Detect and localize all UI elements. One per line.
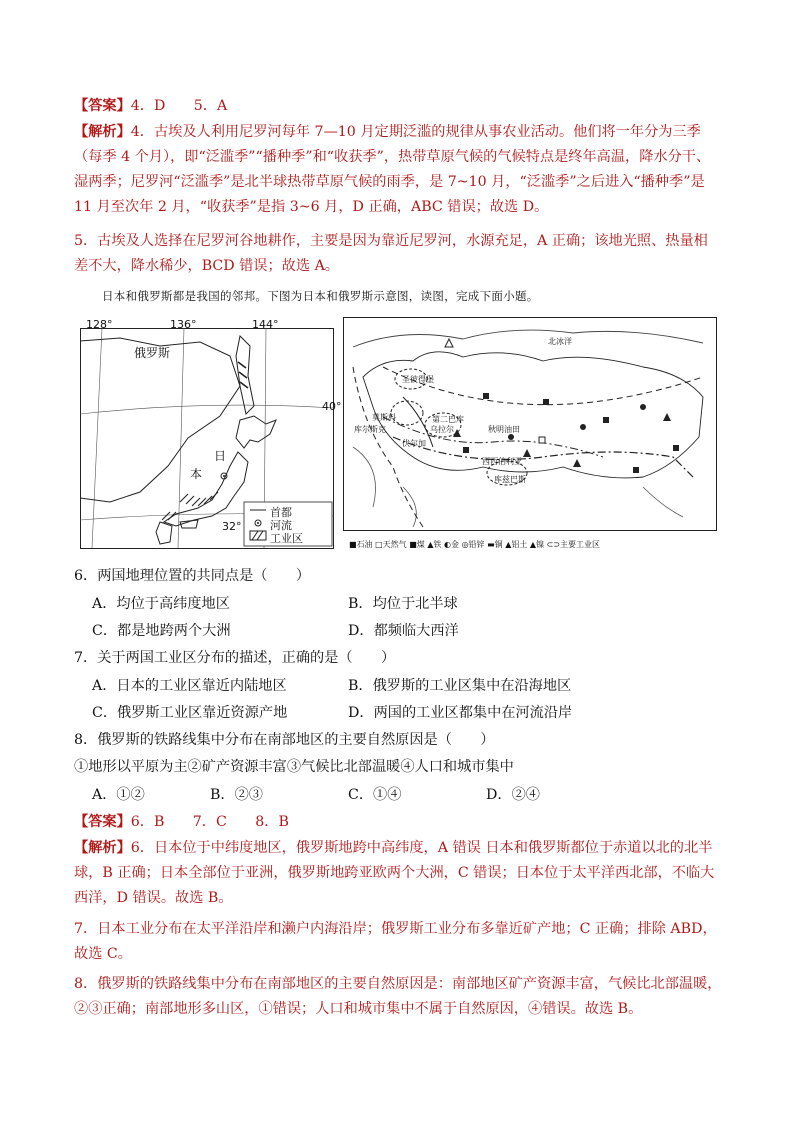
legend-lead-zinc: 铅锌 (468, 540, 485, 549)
q6-option-a: A．均位于高纬度地区 (92, 596, 230, 612)
analysis-6 (74, 836, 722, 911)
answer-text-2: 6．B 7．C 8．B (130, 814, 289, 830)
analysis-tag: 【解析】 (74, 124, 131, 140)
copper-icon: ▬ (487, 540, 495, 549)
legend-coal: 煤 (416, 540, 425, 549)
coal-icon: ■ (409, 540, 417, 549)
label-ri: 日 (214, 449, 227, 463)
legend-river: 河流 (270, 519, 292, 532)
industry-area-icon: ⊂⊃ (546, 540, 561, 549)
place-0: 圣彼得堡 (402, 375, 434, 384)
gold-icon: ◐ (444, 540, 452, 549)
russia-map (343, 317, 717, 531)
place-3: 秋明油田 (488, 425, 520, 434)
analysis-tag-2: 【解析】 (74, 840, 131, 856)
lon-144: 144° (252, 318, 279, 331)
lon-136: 136° (170, 318, 197, 331)
analysis-5 (74, 229, 722, 279)
place-2: 第二巴库 (432, 415, 464, 424)
analysis-4-text: 4．古埃及人利用尼罗河每年 7—10 月定期泛滥的规律从事农业活动。他们将一年分为三季（每季 4 个月），即“泛滥季”“播种季”和“收获季”，热带草原气候的气候特点是终年高温，降水分干、湿两季；尼罗河“泛滥季”是北半球热带草原气候的雨季，是 7~10 月，“泛滥季”之后进入“播种季”是 11 月至次年 2 月，“收获季”是指 3~6 月，D 正确，ABC 错误；故选 D。 (74, 124, 711, 215)
q7-option-c: C．俄罗斯工业区靠近资源产地 (92, 705, 288, 721)
japan-map (80, 316, 336, 550)
place-5: 乌拉尔 (430, 425, 454, 434)
label-ben: 本 (190, 467, 203, 481)
place-7: 西西伯利亚 (482, 457, 522, 466)
iron-icon: ▲ (427, 540, 434, 549)
q6-option-d: D．都频临大西洋 (348, 623, 459, 639)
label-russia: 俄罗斯 (134, 346, 171, 360)
analysis-4 (74, 120, 722, 220)
place-8: 库兹巴斯 (494, 475, 526, 484)
q7-option-d: D．两国的工业区都集中在河流沿岸 (348, 705, 573, 721)
legend-bauxite: 铝土 (511, 540, 528, 549)
label-arctic: 北冰洋 (548, 337, 572, 346)
analysis-5-text: 5．古埃及人选择在尼罗河谷地耕作，主要是因为靠近尼罗河，水源充足，A 正确；该地光照、热量相差不大，降水稀少，BCD 错误；故选 A。 (74, 233, 708, 274)
gas-icon: □ (375, 540, 383, 549)
q7-option-b: B．俄罗斯的工业区集中在沿海地区 (348, 678, 572, 694)
legend-iron: 铁 (433, 540, 442, 549)
q8-option-b: B．②③ (210, 787, 263, 803)
analysis-7 (74, 917, 722, 967)
q8-option-a: A．①② (92, 787, 145, 803)
q6-option-c: C．都是地跨两个大洲 (92, 623, 231, 639)
answer-tag: 【答案】 (74, 98, 131, 114)
q8-option-d: D．②④ (486, 787, 540, 803)
russia-legend (349, 539, 721, 550)
bauxite-icon: ▲ (505, 540, 512, 549)
analysis-7-text: 7．日本工业分布在太平洋沿岸和濑户内海沿岸；俄罗斯工业分布多靠近矿产地；C 正确；排除 ABD，故选 C。 (74, 921, 717, 962)
legend-copper: 铜 (494, 540, 503, 549)
lat-32: 32° (222, 520, 242, 533)
question-intro: 日本和俄罗斯都是我国的邻邦。下图为日本和俄罗斯示意图，读图，完成下面小题。 (102, 289, 539, 303)
legend-capital: 首都 (270, 506, 292, 519)
answer-tag-2: 【答案】 (74, 814, 131, 830)
place-4: 库尔斯克 (354, 425, 386, 434)
q8-stem: 8．俄罗斯的铁路线集中分布在南部地区的主要自然原因是（ ） (74, 732, 495, 748)
lat-40: 40° (322, 400, 342, 413)
analysis-6-text: 6．日本位于中纬度地区，俄罗斯地跨中高纬度，A 错误 日本和俄罗斯都位于赤道以北的北半球，B 正确；日本全部位于亚洲，俄罗斯地跨亚欧两个大洲，C 错误；日本位于太平洋西北部，不临大西洋，D 错误。故选 B。 (74, 840, 715, 906)
place-1: 莫斯科 (372, 413, 396, 422)
q8-items: ①地形以平原为主②矿产资源丰富③气候比北部温暖④人口和城市集中 (74, 759, 514, 775)
legend-gold: 金 (451, 540, 460, 549)
q7-stem: 7．关于两国工业区分布的描述，正确的是（ ） (74, 650, 396, 666)
oil-icon: ■ (349, 540, 357, 549)
q7-option-a: A．日本的工业区靠近内陆地区 (92, 678, 287, 694)
answer-6-8 (74, 810, 722, 835)
q6-stem: 6．两国地理位置的共同点是（ ） (74, 568, 311, 584)
legend-nickel: 镍 (536, 540, 545, 549)
q8-option-c: C．①④ (348, 787, 402, 803)
legend-industry-area: 主要工业区 (560, 540, 601, 549)
lead-zinc-icon: ◎ (461, 540, 469, 549)
lon-128: 128° (86, 318, 113, 331)
answer-text: 4．D 5．A (130, 98, 228, 114)
legend-gas: 天然气 (382, 540, 407, 549)
legend-oil: 石油 (356, 540, 373, 549)
q6-option-b: B．均位于北半球 (348, 596, 458, 612)
nickel-icon: ▲ (529, 540, 537, 549)
answer-4-5 (74, 94, 722, 119)
place-6: 伏尔加 (402, 439, 426, 448)
analysis-8 (74, 972, 722, 1022)
legend-industry: 工业区 (270, 532, 303, 545)
analysis-8-text: 8．俄罗斯的铁路线集中分布在南部地区的主要自然原因是：南部地区矿产资源丰富，气候比北部温暖，②③正确；南部地形多山区，①错误；人口和城市集中不属于自然原因，④错误。故选 B。 (74, 976, 722, 1017)
